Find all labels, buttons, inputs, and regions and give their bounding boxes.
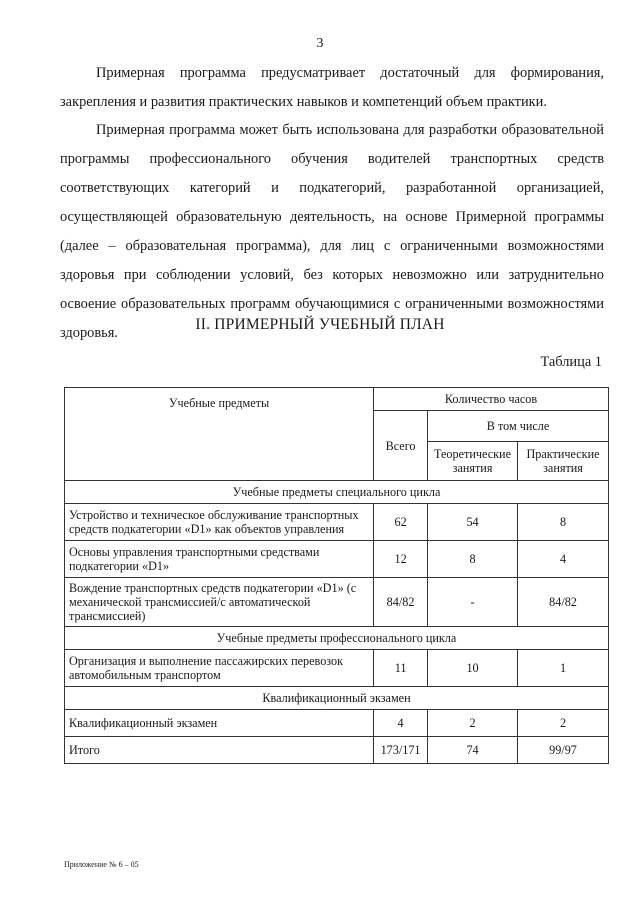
header-theory: Теоретические занятия [428,442,518,481]
row-subject-name: Устройство и техническое обслуживание транспортных средств подкатегории «D1» как объектов управления [65,504,374,541]
row-practice: 4 [518,541,609,578]
header-subjects: Учебные предметы [65,388,374,481]
table-row-total [65,737,609,764]
row-theory: 10 [428,650,518,687]
row-total: 12 [374,541,428,578]
row-theory: - [428,578,518,627]
row-theory: 2 [428,710,518,737]
row-practice: 84/82 [518,578,609,627]
header-total: Всего [374,411,428,481]
section-special-label: Учебные предметы специального цикла [65,481,609,504]
table-label: Таблица 1 [540,354,602,370]
row-practice: 2 [518,710,609,737]
header-practice: Практические занятия [518,442,609,481]
table-row [65,710,609,737]
section-exam-label: Квалификационный экзамен [65,687,609,710]
page-number: 3 [316,36,324,51]
paragraph-2 [60,116,604,348]
table-row [65,578,609,627]
row-subject-name: Квалификационный экзамен [65,710,374,737]
header-hours: Количество часов [374,388,609,411]
section-row-exam [65,687,609,710]
row-subject-name: Основы управления транспортными средствами подкатегории «D1» [65,541,374,578]
row-total: 173/171 [374,737,428,764]
paragraph-1 [60,59,604,117]
section-professional-label: Учебные предметы профессионального цикла [65,627,609,650]
row-subject-name: Вождение транспортных средств подкатегории «D1» (с механической трансмиссией/с автоматической трансмиссией) [65,578,374,627]
section-row-professional [65,627,609,650]
section-title: II. ПРИМЕРНЫЙ УЧЕБНЫЙ ПЛАН [195,316,445,333]
row-practice: 8 [518,504,609,541]
header-including: В том числе [428,411,609,442]
row-theory: 74 [428,737,518,764]
row-theory: 8 [428,541,518,578]
row-total: 11 [374,650,428,687]
page-footer: Приложение № 6 – 05 [64,860,139,869]
paragraph-2-text: Примерная программа может быть использована для разработки образовательной программы профессионального обучения водителей транспортных средств соответствующих категорий и подкатегорий, разработанной организацией, осуществляющей образовательную деятельность, на основе Примерной программы (далее – образовательная программа), для лиц с ограниченными возможностями здоровья при соблюдении условий, без которых невозможно или затруднительно освоение образовательных программ обучающимися с ограниченными возможностями здоровья. [60,122,604,341]
row-total: 84/82 [374,578,428,627]
row-practice: 99/97 [518,737,609,764]
table-row [65,504,609,541]
row-practice: 1 [518,650,609,687]
table-row [65,541,609,578]
paragraph-1-text: Примерная программа предусматривает достаточный для формирования, закрепления и развития практических навыков и компетенций объем практики. [60,65,604,110]
row-total: 4 [374,710,428,737]
row-total: 62 [374,504,428,541]
row-theory: 54 [428,504,518,541]
row-subject-name: Организация и выполнение пассажирских перевозок автомобильным транспортом [65,650,374,687]
section-row-special [65,481,609,504]
row-subject-name: Итого [65,737,374,764]
table-row [65,650,609,687]
curriculum-table [64,387,609,764]
